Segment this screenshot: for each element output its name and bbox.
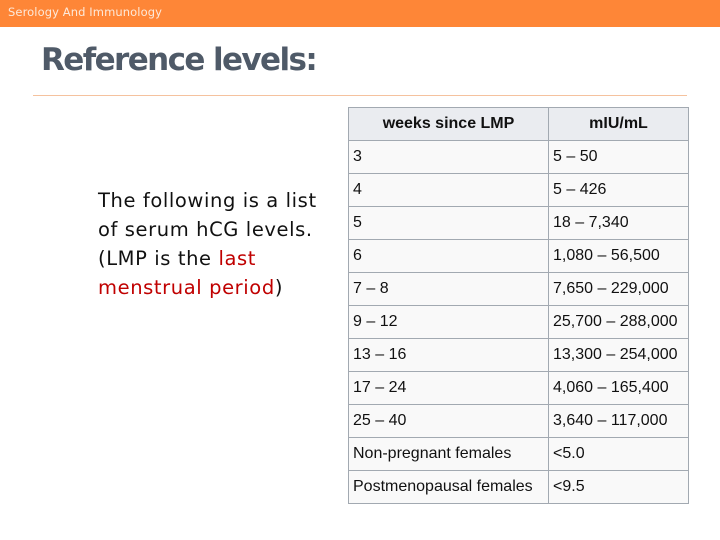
level-cell: <9.5 [549,471,689,504]
weeks-cell: 5 [349,207,549,240]
weeks-cell: 6 [349,240,549,273]
course-title: Serology And Immunology [8,5,163,19]
title-divider [33,95,687,96]
level-cell: <5.0 [549,438,689,471]
table-row [349,372,689,405]
table-row [349,471,689,504]
level-cell: 3,640 – 117,000 [549,405,689,438]
weeks-cell: 3 [349,141,549,174]
body-text-highlight: last menstrual period [98,247,275,299]
table-row [349,339,689,372]
table-header-row [349,108,689,141]
header-bar [0,0,720,27]
level-cell: 5 – 50 [549,141,689,174]
level-cell: 5 – 426 [549,174,689,207]
table-row [349,141,689,174]
level-cell: 25,700 – 288,000 [549,306,689,339]
weeks-cell: 4 [349,174,549,207]
table-row [349,207,689,240]
table-row [349,438,689,471]
table-row [349,405,689,438]
level-cell: 1,080 – 56,500 [549,240,689,273]
level-cell: 7,650 – 229,000 [549,273,689,306]
table-row [349,174,689,207]
weeks-cell: 17 – 24 [349,372,549,405]
hcg-reference-table [348,107,689,504]
level-cell: 4,060 – 165,400 [549,372,689,405]
table-row [349,306,689,339]
body-text-end: ) [274,276,284,299]
column-header-miu: mIU/mL [549,108,689,141]
slide-body-text [98,186,338,302]
slide-title: Reference levels: [41,42,317,78]
body-text-intro: The following is a list of serum hCG levels. (LMP is the [98,189,317,270]
weeks-cell: 7 – 8 [349,273,549,306]
table-row [349,273,689,306]
level-cell: 13,300 – 254,000 [549,339,689,372]
weeks-cell: 13 – 16 [349,339,549,372]
table-row [349,240,689,273]
weeks-cell: 25 – 40 [349,405,549,438]
weeks-cell: Non-pregnant females [349,438,549,471]
weeks-cell: 9 – 12 [349,306,549,339]
weeks-cell: Postmenopausal females [349,471,549,504]
column-header-weeks: weeks since LMP [349,108,549,141]
level-cell: 18 – 7,340 [549,207,689,240]
